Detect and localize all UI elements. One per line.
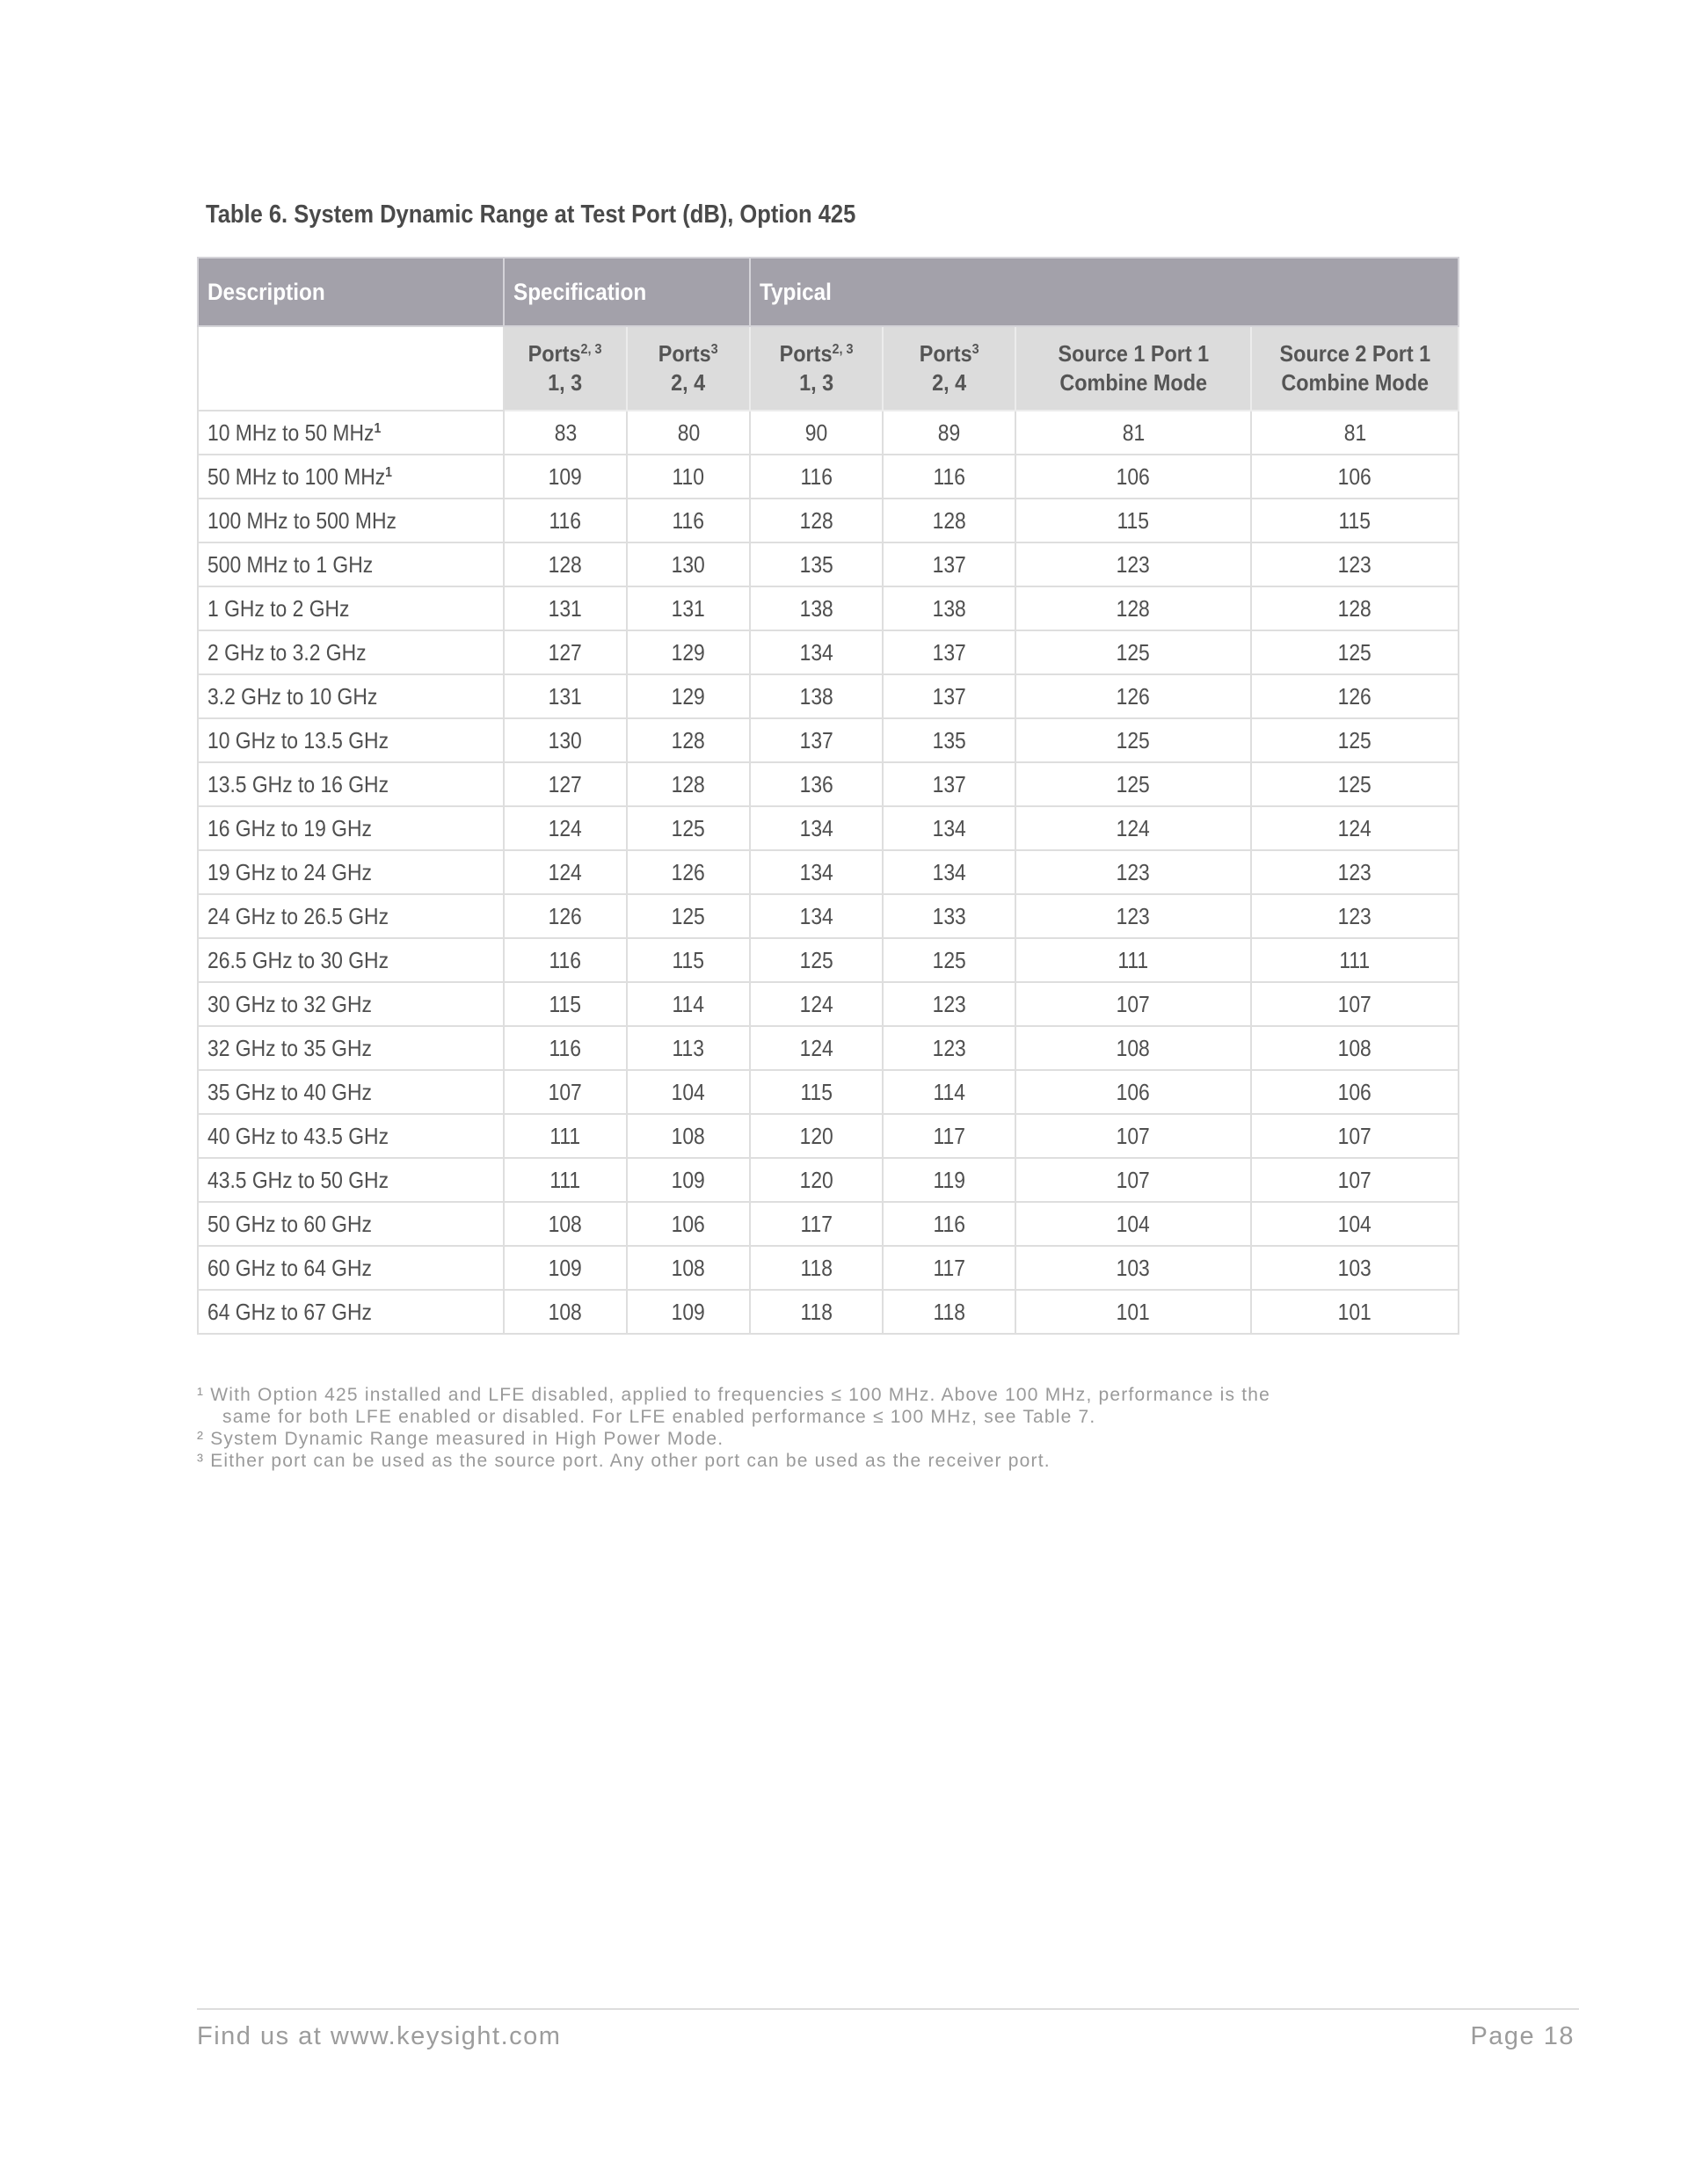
table-cell: 116 (750, 455, 883, 499)
table-cell: 107 (1015, 1158, 1251, 1202)
table-cell: 131 (504, 674, 627, 718)
row-description: 60 GHz to 64 GHz (198, 1246, 504, 1290)
table-cell: 81 (1251, 411, 1459, 455)
table-cell: 109 (504, 455, 627, 499)
table-cell: 113 (627, 1026, 750, 1070)
table-row (198, 850, 1459, 894)
sub-header-2 (750, 326, 883, 411)
table-cell: 128 (627, 762, 750, 806)
table-cell: 81 (1015, 411, 1251, 455)
table-cell: 125 (1251, 718, 1459, 762)
table-cell: 125 (750, 938, 883, 982)
table-cell: 116 (627, 499, 750, 542)
table-cell: 117 (883, 1246, 1015, 1290)
table-cell: 124 (750, 982, 883, 1026)
table-cell: 128 (1251, 586, 1459, 630)
table-cell: 138 (750, 674, 883, 718)
footnote-ref: 1 (385, 464, 393, 480)
footnote-1-continued: same for both LFE enabled or disabled. For LFE enabled performance ≤ 100 MHz, see Table 7. (222, 1407, 1096, 1427)
footnote-ref: 1 (374, 420, 382, 436)
table-cell: 89 (883, 411, 1015, 455)
table-cell: 126 (1015, 674, 1251, 718)
table-cell: 135 (750, 542, 883, 586)
table-cell: 108 (627, 1114, 750, 1158)
table-cell: 106 (627, 1202, 750, 1246)
table-cell: 118 (750, 1246, 883, 1290)
table-cell: 137 (883, 630, 1015, 674)
row-description: 50 GHz to 60 GHz (198, 1202, 504, 1246)
table-cell: 124 (504, 850, 627, 894)
table-cell: 106 (1015, 455, 1251, 499)
table-cell: 108 (504, 1290, 627, 1334)
table-cell: 128 (627, 718, 750, 762)
sub-header-line1: Source 1 Port 1 (1058, 340, 1209, 367)
table-row (198, 1158, 1459, 1202)
sub-header-3 (883, 326, 1015, 411)
table-cell: 106 (1251, 455, 1459, 499)
table-row (198, 630, 1459, 674)
table-cell: 124 (750, 1026, 883, 1070)
sub-header-line1: Source 2 Port 1 (1279, 340, 1430, 367)
table-row (198, 1026, 1459, 1070)
table-row (198, 542, 1459, 586)
row-description: 24 GHz to 26.5 GHz (198, 894, 504, 938)
footnote-ref: 3 (710, 342, 718, 357)
table-cell: 131 (627, 586, 750, 630)
footnote-2: ² System Dynamic Range measured in High Power Mode. (197, 1429, 724, 1449)
table-cell: 118 (750, 1290, 883, 1334)
footer-page-number: Page 18 (1470, 2022, 1575, 2050)
footer-divider (197, 2008, 1579, 2010)
table-cell: 123 (1015, 894, 1251, 938)
table-row (198, 718, 1459, 762)
table-cell: 125 (1251, 630, 1459, 674)
footnote-3: ³ Either port can be used as the source port. Any other port can be used as the receiver port. (197, 1451, 1051, 1471)
table-cell: 137 (750, 718, 883, 762)
table-cell: 130 (627, 542, 750, 586)
table-cell: 108 (504, 1202, 627, 1246)
table-cell: 107 (1251, 982, 1459, 1026)
row-description: 32 GHz to 35 GHz (198, 1026, 504, 1070)
table-cell: 108 (1251, 1026, 1459, 1070)
sub-header-blank (198, 326, 504, 411)
dynamic-range-table (197, 257, 1459, 1335)
footer-website-link[interactable]: Find us at www.keysight.com (197, 2022, 562, 2050)
table-cell: 137 (883, 542, 1015, 586)
table-cell: 108 (1015, 1026, 1251, 1070)
table-body (198, 411, 1459, 1334)
table-cell: 127 (504, 762, 627, 806)
sub-header-line1: Ports$^{2, 3}$ (779, 340, 854, 367)
table-cell: 128 (1015, 586, 1251, 630)
footnote-ref: 2, 3 (832, 342, 854, 357)
table-cell: 114 (627, 982, 750, 1026)
table-cell: 134 (750, 850, 883, 894)
table-title: Table 6. System Dynamic Range at Test Port (dB), Option 425 (206, 200, 856, 229)
table-cell: 111 (1015, 938, 1251, 982)
table-cell: 125 (883, 938, 1015, 982)
row-description: 500 MHz to 1 GHz (198, 542, 504, 586)
table-cell: 104 (627, 1070, 750, 1114)
footnotes (197, 1384, 1463, 1472)
table-row (198, 674, 1459, 718)
row-description: 26.5 GHz to 30 GHz (198, 938, 504, 982)
table-cell: 128 (883, 499, 1015, 542)
row-description: 40 GHz to 43.5 GHz (198, 1114, 504, 1158)
table-row (198, 1070, 1459, 1114)
table-cell: 126 (1251, 674, 1459, 718)
table-cell: 115 (627, 938, 750, 982)
table-cell: 115 (1251, 499, 1459, 542)
table-cell: 116 (883, 455, 1015, 499)
table-cell: 129 (627, 674, 750, 718)
table-row (198, 411, 1459, 455)
table-cell: 131 (504, 586, 627, 630)
row-description: 35 GHz to 40 GHz (198, 1070, 504, 1114)
row-description: 13.5 GHz to 16 GHz (198, 762, 504, 806)
footnote-ref: 2, 3 (580, 342, 602, 357)
table-row (198, 982, 1459, 1026)
table-cell: 90 (750, 411, 883, 455)
table-cell: 115 (1015, 499, 1251, 542)
table-sub-header-row (198, 326, 1459, 411)
header-specification: Specification (504, 258, 750, 326)
sub-header-line1: Ports$^3$ (919, 340, 979, 367)
table-cell: 109 (627, 1290, 750, 1334)
table-cell: 130 (504, 718, 627, 762)
table-cell: 111 (504, 1114, 627, 1158)
table-cell: 128 (504, 542, 627, 586)
footnote-1: ¹ With Option 425 installed and LFE disabled, applied to frequencies ≤ 100 MHz. Above 100 MHz, performance is the (197, 1385, 1271, 1405)
table-cell: 125 (627, 894, 750, 938)
table-cell: 120 (750, 1158, 883, 1202)
table-cell: 125 (1251, 762, 1459, 806)
table-row (198, 455, 1459, 499)
row-description: 3.2 GHz to 10 GHz (198, 674, 504, 718)
sub-header-line1: Ports$^3$ (658, 340, 718, 367)
table-group-header-row (198, 258, 1459, 326)
table-cell: 107 (1251, 1158, 1459, 1202)
row-description: 50 MHz to 100 MHz$^1$ (198, 455, 504, 499)
table-cell: 111 (504, 1158, 627, 1202)
table-cell: 134 (883, 850, 1015, 894)
row-description: 100 MHz to 500 MHz (198, 499, 504, 542)
table-cell: 137 (883, 762, 1015, 806)
sub-header-line1: Ports$^{2, 3}$ (528, 340, 602, 367)
table-cell: 134 (883, 806, 1015, 850)
footnote-ref: 3 (971, 342, 979, 357)
row-description: 10 GHz to 13.5 GHz (198, 718, 504, 762)
sub-header-line2: 2, 4 (931, 369, 967, 396)
row-description: 16 GHz to 19 GHz (198, 806, 504, 850)
table-cell: 107 (1015, 982, 1251, 1026)
sub-header-line2: Combine Mode (1281, 369, 1429, 396)
table-cell: 126 (504, 894, 627, 938)
table-cell: 125 (1015, 630, 1251, 674)
table-cell: 107 (1015, 1114, 1251, 1158)
table-row (198, 806, 1459, 850)
table-row (198, 1290, 1459, 1334)
table-cell: 83 (504, 411, 627, 455)
table-cell: 109 (627, 1158, 750, 1202)
row-description: 10 MHz to 50 MHz$^1$ (198, 411, 504, 455)
table-cell: 129 (627, 630, 750, 674)
table-cell: 124 (1251, 806, 1459, 850)
table-cell: 123 (1015, 850, 1251, 894)
sub-header-line2: Combine Mode (1059, 369, 1207, 396)
header-typical: Typical (750, 258, 1459, 326)
table-cell: 107 (1251, 1114, 1459, 1158)
table-cell: 125 (1015, 718, 1251, 762)
table-cell: 80 (627, 411, 750, 455)
table-cell: 134 (750, 630, 883, 674)
table-cell: 104 (1251, 1202, 1459, 1246)
sub-header-line2: 2, 4 (671, 369, 706, 396)
table-cell: 120 (750, 1114, 883, 1158)
table-cell: 124 (1015, 806, 1251, 850)
sub-header-0 (504, 326, 627, 411)
table-cell: 106 (1251, 1070, 1459, 1114)
table-cell: 123 (1251, 542, 1459, 586)
table-cell: 126 (627, 850, 750, 894)
table-cell: 103 (1251, 1246, 1459, 1290)
table-cell: 103 (1015, 1246, 1251, 1290)
table-cell: 125 (627, 806, 750, 850)
table-cell: 135 (883, 718, 1015, 762)
table-cell: 116 (504, 1026, 627, 1070)
table-cell: 115 (750, 1070, 883, 1114)
table-cell: 119 (883, 1158, 1015, 1202)
table-row (198, 1114, 1459, 1158)
sub-header-5 (1251, 326, 1459, 411)
table-row (198, 499, 1459, 542)
table-cell: 118 (883, 1290, 1015, 1334)
table-row (198, 1246, 1459, 1290)
row-description: 30 GHz to 32 GHz (198, 982, 504, 1026)
table-cell: 104 (1015, 1202, 1251, 1246)
row-description: 1 GHz to 2 GHz (198, 586, 504, 630)
row-description: 43.5 GHz to 50 GHz (198, 1158, 504, 1202)
table-cell: 117 (883, 1114, 1015, 1158)
table-cell: 128 (750, 499, 883, 542)
table-row (198, 938, 1459, 982)
table-cell: 123 (1015, 542, 1251, 586)
table-cell: 115 (504, 982, 627, 1026)
table-cell: 106 (1015, 1070, 1251, 1114)
table-row (198, 894, 1459, 938)
sub-header-4 (1015, 326, 1251, 411)
table-cell: 124 (504, 806, 627, 850)
table-cell: 116 (883, 1202, 1015, 1246)
table-row (198, 1202, 1459, 1246)
row-description: 64 GHz to 67 GHz (198, 1290, 504, 1334)
table-cell: 133 (883, 894, 1015, 938)
table-cell: 107 (504, 1070, 627, 1114)
table-cell: 110 (627, 455, 750, 499)
table-cell: 108 (627, 1246, 750, 1290)
table-cell: 123 (1251, 894, 1459, 938)
row-description: 19 GHz to 24 GHz (198, 850, 504, 894)
table-row (198, 586, 1459, 630)
table-cell: 111 (1251, 938, 1459, 982)
table-cell: 116 (504, 938, 627, 982)
table-cell: 138 (750, 586, 883, 630)
table-cell: 109 (504, 1246, 627, 1290)
table-cell: 138 (883, 586, 1015, 630)
table-cell: 117 (750, 1202, 883, 1246)
row-description: 2 GHz to 3.2 GHz (198, 630, 504, 674)
sub-header-line2: 1, 3 (548, 369, 583, 396)
table-cell: 101 (1015, 1290, 1251, 1334)
table-cell: 125 (1015, 762, 1251, 806)
table-cell: 127 (504, 630, 627, 674)
table-cell: 101 (1251, 1290, 1459, 1334)
table-cell: 114 (883, 1070, 1015, 1114)
table-cell: 134 (750, 894, 883, 938)
sub-header-line2: 1, 3 (798, 369, 834, 396)
table-cell: 134 (750, 806, 883, 850)
table-row (198, 762, 1459, 806)
table-cell: 137 (883, 674, 1015, 718)
header-description: Description (198, 258, 504, 326)
table-cell: 116 (504, 499, 627, 542)
table-cell: 123 (883, 1026, 1015, 1070)
sub-header-1 (627, 326, 750, 411)
table-cell: 136 (750, 762, 883, 806)
table-cell: 123 (1251, 850, 1459, 894)
table-cell: 123 (883, 982, 1015, 1026)
